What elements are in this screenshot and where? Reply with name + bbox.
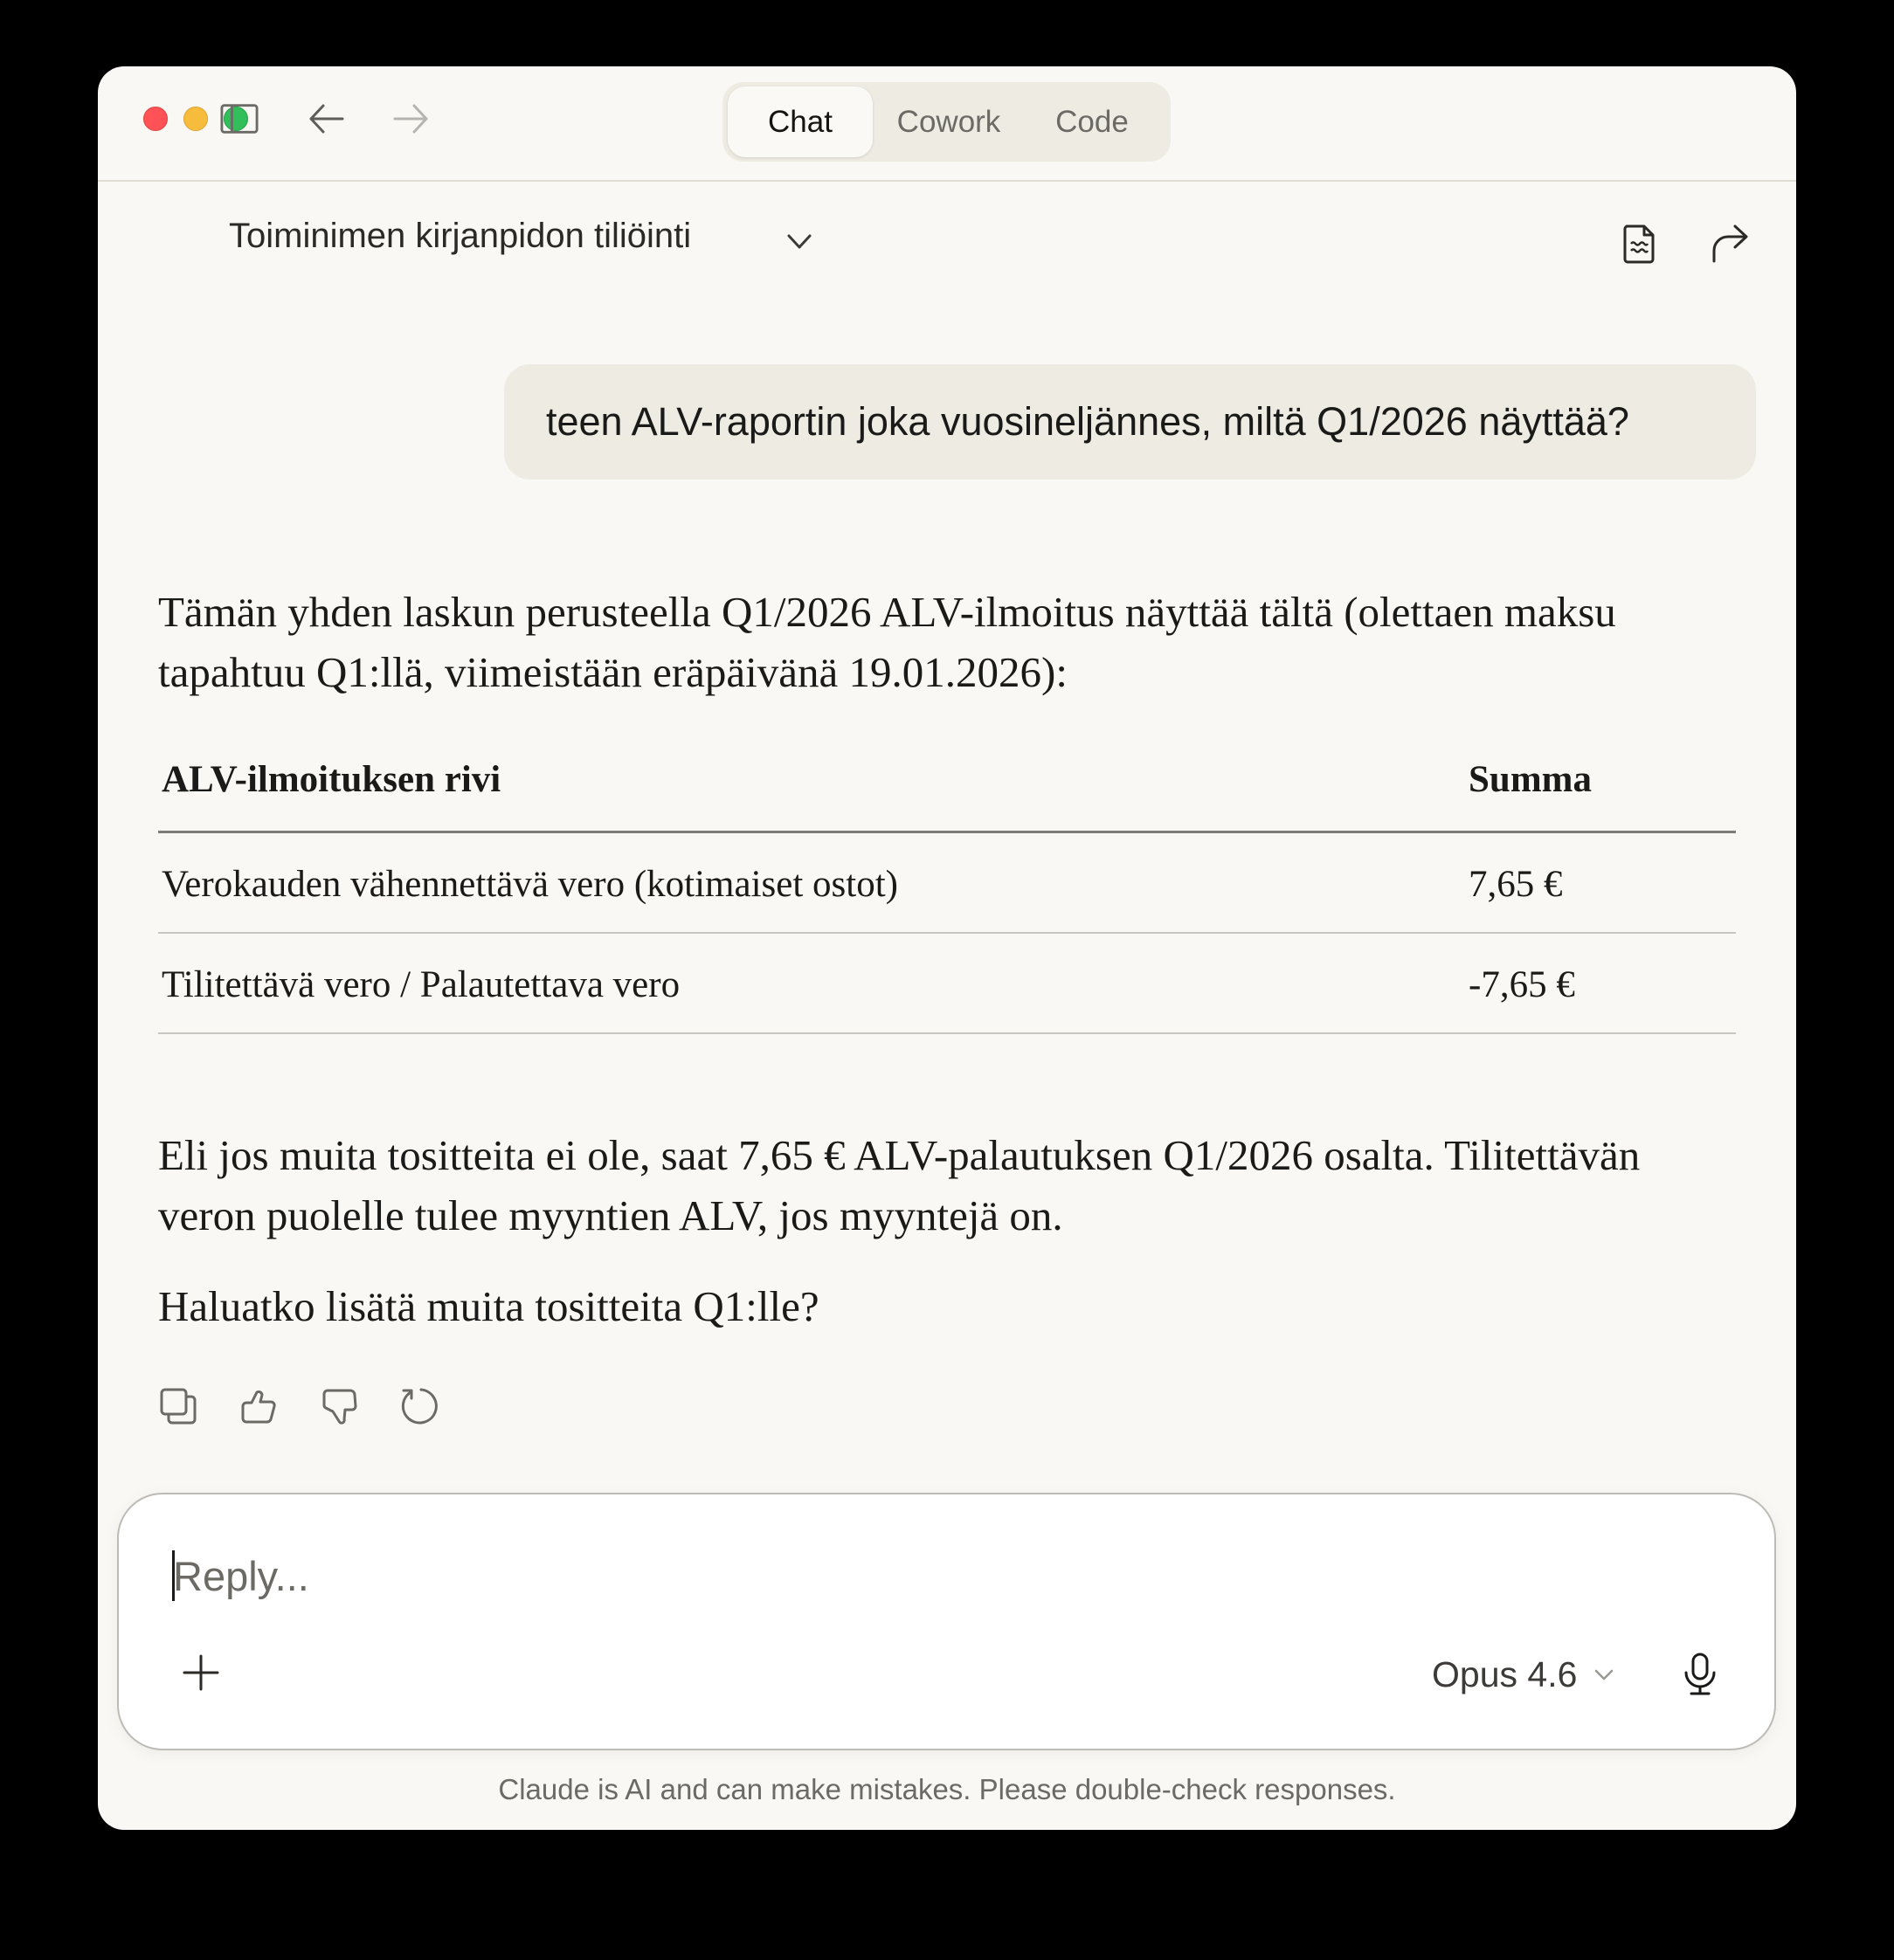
vat-report-table — [158, 755, 1736, 1034]
assistant-summary-text: Eli jos muita tositteita ei ole, saat 7,65 € ALV-palautuksen Q1/2026 osalta. Tilitettävän veron puolelle tulee myyntien ALV, jos myyntejä on. — [158, 1131, 1641, 1239]
ai-disclaimer: Claude is AI and can make mistakes. Please double-check responses. — [498, 1773, 1396, 1805]
arrow-right-icon — [391, 103, 430, 135]
minimize-window-button[interactable] — [183, 107, 208, 131]
add-attachment-button[interactable] — [176, 1648, 225, 1697]
thumbs-up-icon — [239, 1387, 278, 1425]
sidebar-toggle-button[interactable] — [220, 101, 259, 136]
user-message: teen ALV-raportin joka vuosineljännes, miltä Q1/2026 näyttää? — [504, 364, 1756, 480]
model-name: Opus 4.6 — [1432, 1653, 1578, 1694]
thumbs-up-button[interactable] — [238, 1385, 280, 1427]
document-icon — [1621, 223, 1656, 265]
voice-input-button[interactable] — [1681, 1650, 1719, 1699]
chevron-down-icon — [1593, 1663, 1615, 1686]
conversation-menu-button[interactable] — [782, 224, 817, 259]
share-icon — [1709, 223, 1751, 265]
table-header-amount: Summa — [1469, 759, 1592, 800]
thumbs-down-button[interactable] — [319, 1385, 361, 1427]
share-button[interactable] — [1709, 222, 1751, 266]
sidebar-toggle-icon — [220, 103, 259, 135]
row-label: Tilitettävä vero / Palautettava vero — [162, 964, 681, 1005]
assistant-question-text: Haluatko lisätä muita tositteita Q1:lle? — [158, 1282, 819, 1330]
arrow-left-icon — [308, 103, 346, 135]
back-button[interactable] — [308, 101, 346, 136]
copy-button[interactable] — [157, 1385, 199, 1427]
retry-button[interactable] — [398, 1385, 440, 1427]
tab-cowork[interactable]: Cowork — [896, 104, 1001, 139]
title-bar — [98, 66, 1796, 182]
chevron-down-icon — [782, 224, 817, 259]
app-window — [98, 66, 1796, 1830]
row-amount: -7,65 € — [1469, 964, 1575, 1005]
mode-switcher — [722, 82, 1171, 162]
retry-icon — [398, 1385, 440, 1427]
forward-button[interactable] — [391, 101, 430, 136]
assistant-intro-text: Tämän yhden laskun perusteella Q1/2026 ALV-ilmoitus näyttää tältä (olettaen maksu tapahtuu Q1:llä, viimeistään eräpäivänä 19.01.2026): — [158, 588, 1616, 696]
reply-input[interactable] — [173, 1545, 1571, 1606]
tab-code[interactable]: Code — [1055, 104, 1129, 139]
table-header-row — [158, 755, 1736, 833]
thumbs-down-icon — [321, 1387, 359, 1425]
close-window-button[interactable] — [143, 107, 168, 131]
table-row — [158, 934, 1736, 1034]
copy-icon — [159, 1387, 197, 1425]
microphone-icon — [1683, 1652, 1718, 1697]
table-header-row-label: ALV-ilmoituksen rivi — [162, 759, 501, 800]
row-label: Verokauden vähennettävä vero (kotimaiset ostot) — [162, 864, 898, 905]
plus-icon — [182, 1653, 220, 1692]
message-composer — [117, 1493, 1776, 1750]
row-amount: 7,65 € — [1469, 864, 1563, 905]
tab-chat[interactable]: Chat — [728, 86, 873, 157]
artifact-document-button[interactable] — [1618, 222, 1660, 266]
table-row — [158, 833, 1736, 934]
conversation-title[interactable]: Toiminimen kirjanpidon tiliöinti — [229, 217, 692, 255]
model-selector[interactable] — [1432, 1650, 1615, 1699]
